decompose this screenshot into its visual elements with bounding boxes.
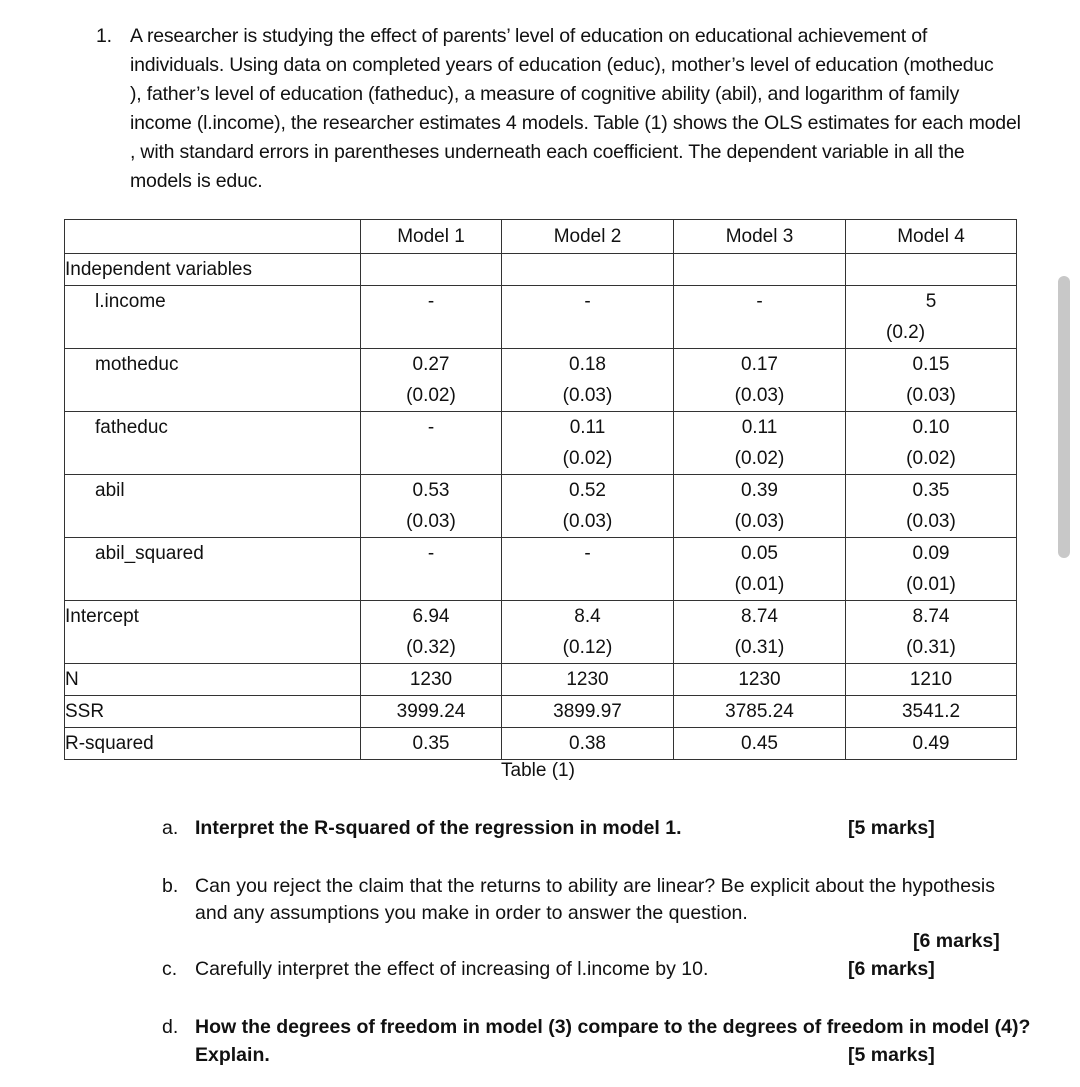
part-b-marks: [6 marks] <box>913 930 1000 952</box>
coef-cell: 5 (0.2) <box>846 286 1017 349</box>
table-caption: Table (1) <box>501 760 575 781</box>
header-model-1: Model 1 <box>361 220 502 254</box>
stat-cell: 1230 <box>502 664 674 696</box>
row-label: fatheduc <box>65 412 361 475</box>
intro-line-5: , with standard errors in parentheses underneath each coefficient. The dependent variable in all the <box>130 141 965 163</box>
row-label: abil <box>65 475 361 538</box>
part-a-letter: a. <box>162 817 179 839</box>
row-label: abil_squared <box>65 538 361 601</box>
stat-label: R-squared <box>65 728 361 760</box>
intro-line-4: income (l.income), the researcher estimates 4 models. Table (1) shows the OLS estimates for each model <box>130 112 1021 134</box>
coef-cell: 8.74 (0.31) <box>846 601 1017 664</box>
coef-cell: 0.27 (0.02) <box>361 349 502 412</box>
stat-row <box>65 664 1017 696</box>
coef-cell: - <box>361 412 502 475</box>
coef-cell: 0.53 (0.03) <box>361 475 502 538</box>
coef-cell: 0.39 (0.03) <box>674 475 846 538</box>
part-b-line-2: and any assumptions you make in order to answer the question. <box>195 902 748 924</box>
header-model-2: Model 2 <box>502 220 674 254</box>
coef-cell: 8.4 (0.12) <box>502 601 674 664</box>
coef-cell: - <box>361 286 502 349</box>
question-number: 1. <box>96 25 112 47</box>
header-model-3: Model 3 <box>674 220 846 254</box>
part-b-line-1: Can you reject the claim that the returns to ability are linear? Be explicit about the hypothesis <box>195 875 995 897</box>
part-c-marks: [6 marks] <box>848 958 935 980</box>
row-label: Intercept <box>65 601 361 664</box>
coef-cell: 0.09 (0.01) <box>846 538 1017 601</box>
vertical-scrollbar[interactable] <box>1058 276 1070 558</box>
table-row <box>65 412 1017 475</box>
coef-cell: - <box>502 286 674 349</box>
stat-label: SSR <box>65 696 361 728</box>
coef-cell: 0.11 (0.02) <box>502 412 674 475</box>
stat-cell: 1230 <box>674 664 846 696</box>
coef-cell: 8.74 (0.31) <box>674 601 846 664</box>
stat-cell: 3899.97 <box>502 696 674 728</box>
stat-cell: 1230 <box>361 664 502 696</box>
stat-cell: 3999.24 <box>361 696 502 728</box>
stat-cell: 1210 <box>846 664 1017 696</box>
table-row <box>65 475 1017 538</box>
table-row <box>65 286 1017 349</box>
section-row <box>65 254 1017 286</box>
table-row <box>65 538 1017 601</box>
section-label: Independent variables <box>65 254 361 286</box>
part-d-line-2: Explain. <box>195 1044 270 1066</box>
part-c-text: Carefully interpret the effect of increasing of l.income by 10. <box>195 958 709 980</box>
intro-line-6: models is educ. <box>130 170 263 192</box>
coef-cell: 6.94 (0.32) <box>361 601 502 664</box>
header-empty-cell <box>65 220 361 254</box>
coef-cell: 0.15 (0.03) <box>846 349 1017 412</box>
results-table <box>64 219 1017 760</box>
header-row <box>65 220 1017 254</box>
part-c-letter: c. <box>162 958 178 980</box>
stat-cell: 0.45 <box>674 728 846 760</box>
coef-cell: - <box>361 538 502 601</box>
stat-cell: 0.49 <box>846 728 1017 760</box>
coef-cell: 0.05 (0.01) <box>674 538 846 601</box>
stat-row <box>65 728 1017 760</box>
coef-cell: 0.52 (0.03) <box>502 475 674 538</box>
coef-cell: 0.35 (0.03) <box>846 475 1017 538</box>
coef-cell: - <box>502 538 674 601</box>
table-row <box>65 601 1017 664</box>
part-d-line-1: How the degrees of freedom in model (3) compare to the degrees of freedom in model (4)? <box>195 1016 1031 1038</box>
stat-cell: 3785.24 <box>674 696 846 728</box>
stat-label: N <box>65 664 361 696</box>
part-d-letter: d. <box>162 1016 179 1038</box>
stat-row <box>65 696 1017 728</box>
coef-cell: 0.10 (0.02) <box>846 412 1017 475</box>
table-row <box>65 349 1017 412</box>
part-a-marks: [5 marks] <box>848 817 935 839</box>
coef-cell: 0.11 (0.02) <box>674 412 846 475</box>
coef-cell: 0.18 (0.03) <box>502 349 674 412</box>
intro-line-1: A researcher is studying the effect of parents’ level of education on educational achievement of <box>130 25 928 47</box>
row-label: l.income <box>65 286 361 349</box>
part-b-letter: b. <box>162 875 179 897</box>
part-d-marks: [5 marks] <box>848 1044 935 1066</box>
stat-cell: 0.38 <box>502 728 674 760</box>
stat-cell: 3541.2 <box>846 696 1017 728</box>
intro-line-3: ), father’s level of education (fatheduc), a measure of cognitive ability (abil), and logarithm of family <box>130 83 960 105</box>
intro-line-2: individuals. Using data on completed years of education (educ), mother’s level of education (motheduc <box>130 54 994 76</box>
header-model-4: Model 4 <box>846 220 1017 254</box>
part-a-text: Interpret the R-squared of the regression in model 1. <box>195 817 682 839</box>
stat-cell: 0.35 <box>361 728 502 760</box>
row-label: motheduc <box>65 349 361 412</box>
coef-cell: 0.17 (0.03) <box>674 349 846 412</box>
coef-cell: - <box>674 286 846 349</box>
